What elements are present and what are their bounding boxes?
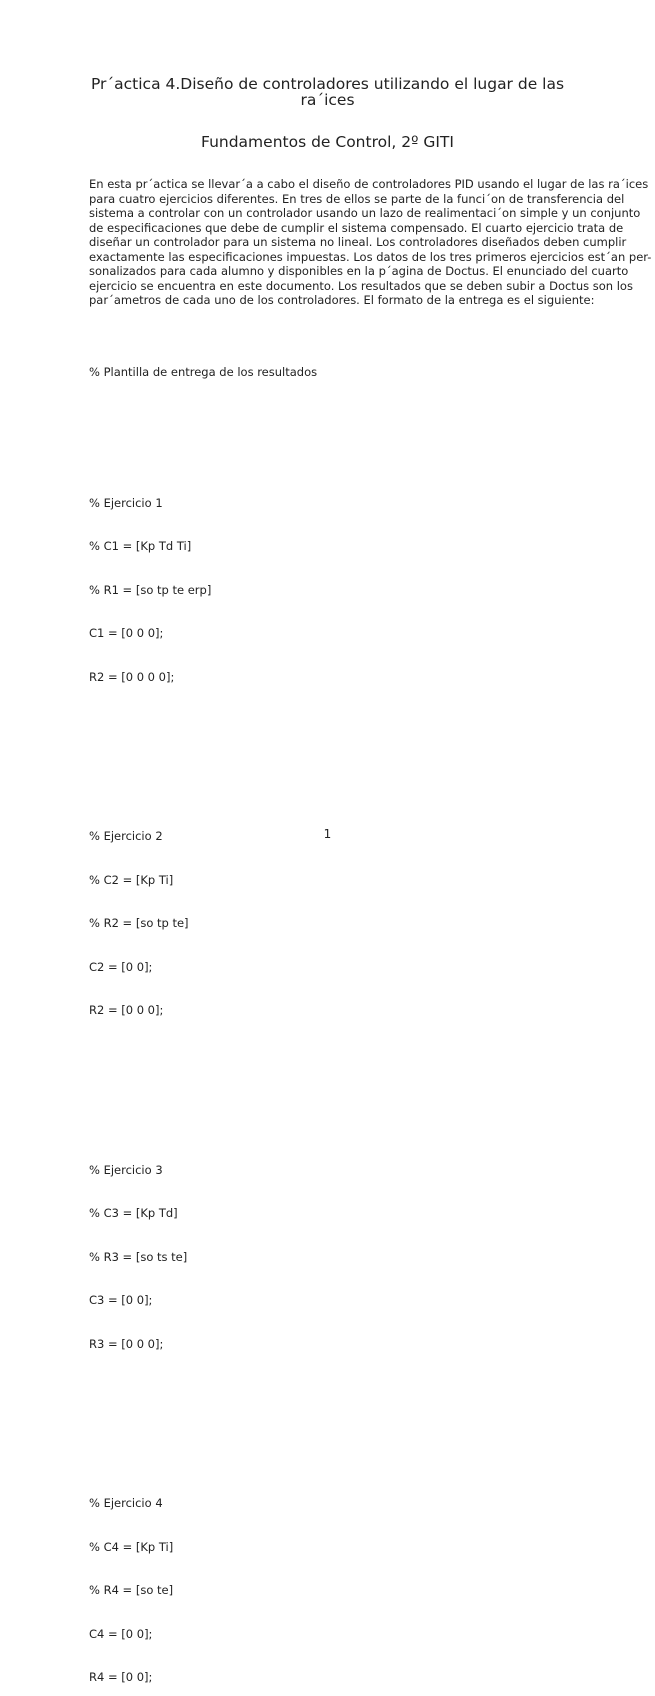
code-line: R2 = [0 0 0 0]; xyxy=(89,669,175,684)
paragraph-line: sonalizados para cada alumno y disponibles en la p´agina de Doctus. El enunciado del cuarto xyxy=(89,264,629,278)
code-line: R3 = [0 0 0]; xyxy=(89,1336,164,1351)
paragraph-line: para cuatro ejercicios diferentes. En tres de ellos se parte de la funci´on de transferencia del xyxy=(89,191,625,206)
title-line-2: ra´ices xyxy=(300,91,355,109)
title-line-1: Pr´actica 4.Diseño de controladores utilizando el lugar de las xyxy=(90,75,565,93)
code-line: % Ejercicio 2 xyxy=(89,829,163,843)
code-line: % R1 = [so tp te erp] xyxy=(89,582,212,597)
paragraph-line: En esta pr´actica se llevar´a a cabo el diseño de controladores PID usando el lugar de las ra´ices xyxy=(89,177,649,191)
template-header: % Plantilla de entrega de los resultados xyxy=(89,365,318,379)
code-line: % Ejercicio 4 xyxy=(89,1496,163,1510)
code-line: % R2 = [so tp te] xyxy=(89,916,189,930)
code-line: % R4 = [so te] xyxy=(89,1583,174,1597)
course-subtitle: Fundamentos de Control, 2º GITI xyxy=(201,133,454,151)
paragraph-line: sistema a controlar con un controlador usando un lazo de realimentaci´on simple y un conjunto xyxy=(89,206,641,220)
code-line: C1 = [0 0 0]; xyxy=(89,626,164,640)
code-line: C4 = [0 0]; xyxy=(89,1626,153,1641)
code-line: % C1 = [Kp Td Ti] xyxy=(89,539,192,553)
code-line: C2 = [0 0]; xyxy=(89,959,153,974)
code-line: % C4 = [Kp Ti] xyxy=(89,1539,174,1554)
exercise-block-1 xyxy=(89,467,317,714)
code-line: % C3 = [Kp Td] xyxy=(89,1206,178,1220)
code-line: % Ejercicio 1 xyxy=(89,495,163,510)
exercise-block-3 xyxy=(89,1134,317,1381)
paragraph-line: par´ametros de cada uno de los controladores. El formato de la entrega es el siguiente: xyxy=(89,293,595,307)
page-number: 1 xyxy=(323,827,332,841)
exercise-block-4 xyxy=(89,1467,317,1696)
code-line: % Ejercicio 3 xyxy=(89,1162,163,1177)
intro-paragraph xyxy=(89,177,655,308)
code-line: R2 = [0 0 0]; xyxy=(89,1003,164,1017)
code-line: % R3 = [so ts te] xyxy=(89,1249,188,1264)
document-title xyxy=(60,76,595,108)
submission-template xyxy=(89,336,317,1696)
code-line: C3 = [0 0]; xyxy=(89,1293,153,1307)
paragraph-line: de especificaciones que debe de cumplir el sistema compensado. El cuarto ejercicio trata de xyxy=(89,220,624,235)
paragraph-line: diseñar un controlador para un sistema no lineal. Los controladores diseñados deben cumplir xyxy=(89,235,627,249)
code-line: R4 = [0 0]; xyxy=(89,1670,153,1684)
paragraph-line: exactamente las especificaciones impuestas. Los datos de los tres primeros ejercicios est´an per- xyxy=(89,249,652,264)
paragraph-line: ejercicio se encuentra en este documento. Los resultados que se deben subir a Doctus son los xyxy=(89,278,633,293)
code-line: % C2 = [Kp Ti] xyxy=(89,872,174,887)
